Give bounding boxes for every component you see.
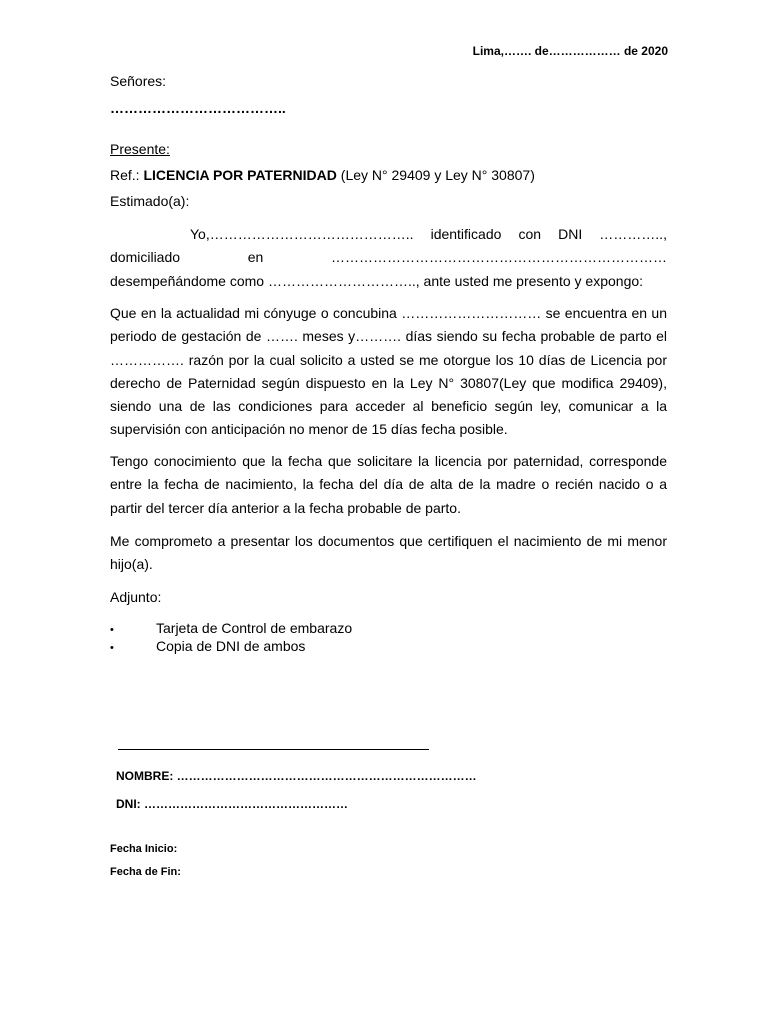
attachment-item-label: Copia de DNI de ambos (156, 638, 306, 654)
intro-line-2 (110, 249, 667, 265)
addressee-senores: Señores: (110, 73, 167, 89)
greeting: Estimado(a): (110, 193, 190, 209)
intro-line-3: desempeñándome como ………………………….., ante usted me presento y expongo: (110, 273, 644, 289)
intro-dni-dots: ………….., (599, 226, 667, 242)
signature-nombre: NOMBRE: ………………………………………………………………… (116, 769, 477, 783)
reference-prefix: Ref.: (110, 167, 140, 183)
bullet-icon: • (110, 624, 114, 636)
signature-line (118, 749, 429, 750)
fecha-fin-label: Fecha de Fin: (110, 866, 181, 878)
fecha-inicio-label: Fecha Inicio: (110, 843, 178, 855)
intro-dni: DNI (558, 226, 583, 242)
reference-line (110, 164, 535, 187)
intro-en: en (247, 249, 264, 265)
reference-laws: (Ley N° 29409 y Ley N° 30807) (340, 167, 535, 183)
date-line: Lima,……. de……………… de 2020 (472, 44, 668, 58)
attachment-item (110, 620, 352, 636)
intro-address-dots: ……………………………………………………………… (331, 249, 667, 265)
intro-identificado: identificado (430, 226, 502, 242)
paragraph-3: Me comprometo a presentar los documentos que certifiquen el nacimiento de mi menor hijo(a). (110, 533, 667, 573)
bullet-icon: • (110, 642, 114, 654)
paragraph-1: Que en la actualidad mi cónyuge o concubina ………………………… se encuentra en un periodo de gestación de ……. meses y………. días siendo su fecha probable de parto el ……………. razón por la cual solicito a usted se me otorgue los 10 días de Licencia por derecho de Paternidad según dispuesto en la Ley N° 30807(Ley que modifica 29409), siendo una de las condiciones para acceder al beneficio según ley, comunicar a la supervisión con anticipación no menor de 15 días fecha posible. (110, 305, 667, 438)
intro-con: con (518, 226, 542, 242)
paragraph-2: Tengo conocimiento que la fecha que solicitare la licencia por paternidad, corresponde entre la fecha de nacimiento, la fecha del día de alta de la madre o recién nacido o a partir del tercer día anterior a la fecha probable de parto. (110, 453, 667, 516)
intro-line-1 (190, 226, 667, 242)
reference-title: LICENCIA POR PATERNIDAD (143, 167, 337, 183)
intro-domiciliado: domiciliado (110, 249, 181, 265)
addressee-dots: ……………………………….. (110, 100, 286, 116)
attachment-item-label: Tarjeta de Control de embarazo (156, 620, 353, 636)
attachments-label: Adjunto: (110, 589, 162, 605)
intro-yo: Yo,…………………………………….. (190, 226, 414, 242)
signature-dni: DNI: …………………………………………… (116, 797, 348, 811)
presente-label: Presente: (110, 141, 170, 157)
attachment-item (110, 638, 305, 654)
